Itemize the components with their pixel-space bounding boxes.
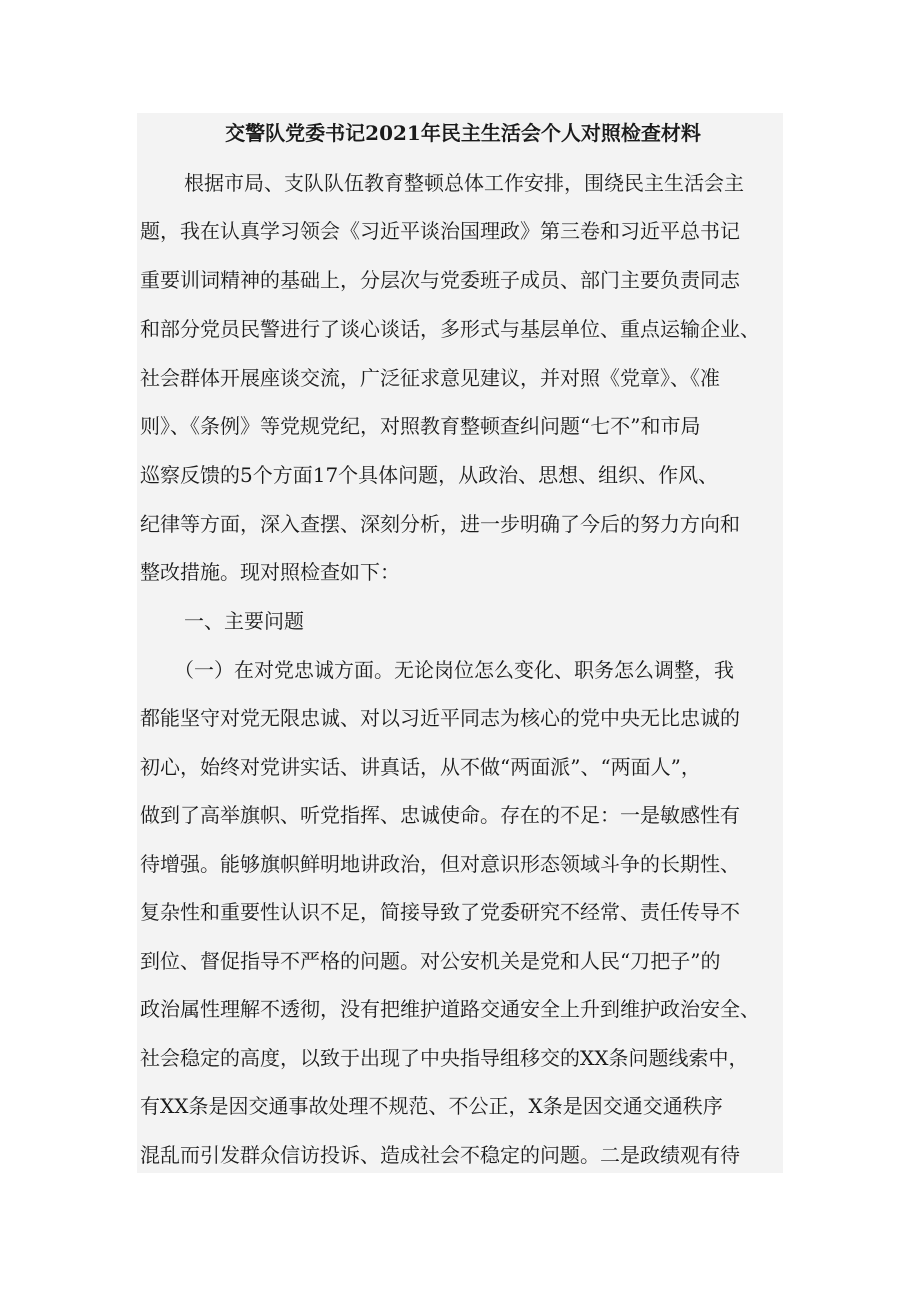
paragraph-line: 社会稳定的高度，以致于出现了中央指导组移交的XX条问题线索中，	[140, 1046, 749, 1070]
paragraph-line: 整改措施。现对照检查如下：	[140, 560, 400, 584]
paragraph-line: 有XX条是因交通事故处理不规范、不公正，X条是因交通交通秩序	[140, 1094, 723, 1118]
paragraph-line: 题，我在认真学习领会《习近平谈治国理政》第三卷和习近平总书记	[140, 219, 740, 243]
paragraph-line: 混乱而引发群众信访投诉、造成社会不稳定的问题。二是政绩观有待	[140, 1143, 740, 1167]
paragraph-line: 根据市局、支队队伍教育整顿总体工作安排，围绕民主生活会主	[184, 171, 744, 195]
paragraph-line: 都能坚守对党无限忠诚、对以习近平同志为核心的党中央无比忠诚的	[140, 706, 740, 730]
paragraph-line: 到位、督促指导不严格的问题。对公安机关是党和人民“刀把子”的	[140, 949, 721, 973]
paragraph-line: 纪律等方面，深入查摆、深刻分析，进一步明确了今后的努力方向和	[140, 512, 740, 536]
section-heading: 一、主要问题	[184, 609, 304, 633]
paragraph-line: 复杂性和重要性认识不足，简接导致了党委研究不经常、责任传导不	[140, 900, 740, 924]
paragraph-line: 初心，始终对党讲实话、讲真话，从不做“两面派”、“两面人”，	[140, 755, 701, 779]
paragraph-line: 巡察反馈的5个方面17个具体问题，从政治、思想、组织、作风、	[140, 463, 719, 487]
paragraph-line: 社会群体开展座谈交流，广泛征求意见建议，并对照《党章》、《准	[140, 366, 720, 390]
paragraph-line: 政治属性理解不透彻，没有把维护道路交通安全上升到维护政治安全、	[140, 997, 760, 1021]
paragraph-line: 待增强。能够旗帜鲜明地讲政治，但对意识形态领域斗争的长期性、	[140, 852, 740, 876]
paragraph-line: （一）在对党忠诚方面。无论岗位怎么变化、职务怎么调整，我	[174, 658, 734, 682]
paragraph-line: 做到了高举旗帜、听党指挥、忠诚使命。存在的不足：一是敏感性有	[140, 803, 740, 827]
paragraph-line: 则》、《条例》等党规党纪，对照教育整顿查纠问题“七不”和市局	[140, 414, 701, 438]
paragraph-line: 和部分党员民警进行了谈心谈话，多形式与基层单位、重点运输企业、	[140, 317, 760, 341]
document-title: 交警队党委书记2021年民主生活会个人对照检查材料	[225, 121, 701, 145]
paragraph-line: 重要训词精神的基础上，分层次与党委班子成员、部门主要负责同志	[140, 268, 740, 292]
